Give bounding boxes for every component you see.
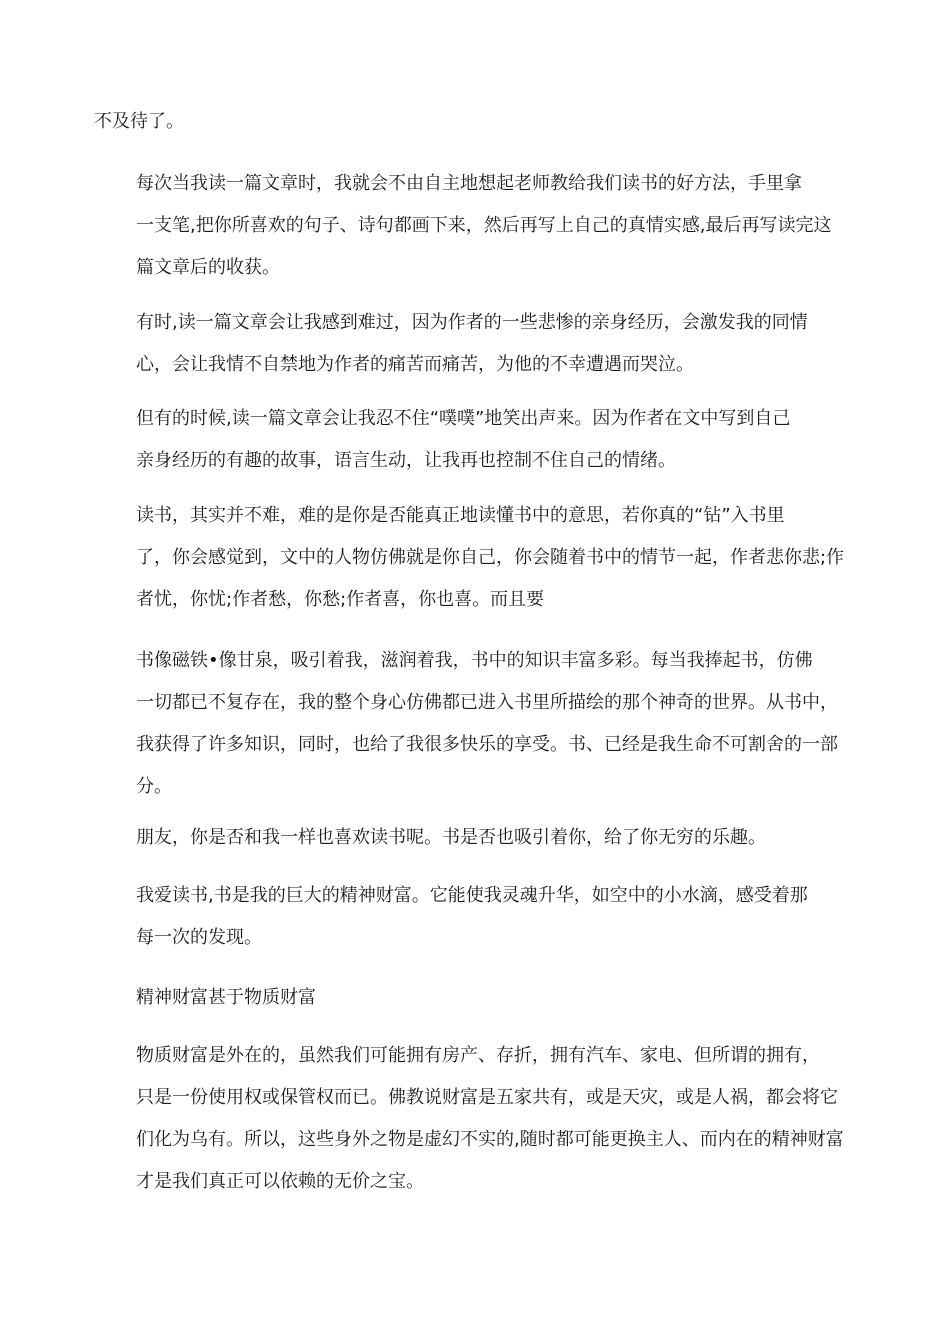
paragraph-10 — [94, 1035, 856, 1203]
text-line: 读书，其实并不难，难的是你是否能真正地读懂书中的意思，若你真的“钻”入书里 — [136, 505, 785, 526]
text-line: 者忧，你忧;作者愁，你愁;作者喜，你也喜。而且要 — [136, 589, 545, 610]
paragraph-1 — [94, 101, 856, 143]
text-line: 只是一份使用权或保管权而已。佛教说财富是五家共有，或是天灾，或是人祸，都会将它 — [136, 1087, 838, 1108]
paragraph-9 — [94, 977, 856, 1019]
text-line: 一切都已不复存在，我的整个身心仿佛都已进入书里所描绘的那个神奇的世界。从书中， — [136, 692, 838, 713]
text-line: 但有的时候,读一篇文章会让我忍不住“噗噗”地笑出声来。因为作者在文中写到自己 — [136, 408, 791, 429]
text-line: 书像磁铁•像甘泉，吸引着我，滋润着我，书中的知识丰富多彩。每当我捧起书，仿佛 — [136, 650, 813, 671]
text-line: 每次当我读一篇文章时，我就会不由自主地想起老师教给我们读书的好方法，手里拿 — [136, 173, 802, 194]
text-line: 分。 — [136, 776, 172, 797]
text-line: 亲身经历的有趣的故事，语言生动，让我再也控制不住自己的情绪。 — [136, 450, 676, 471]
text-line: 才是我们真正可以依赖的无价之宝。 — [136, 1171, 424, 1192]
paragraph-2 — [94, 163, 856, 289]
paragraph-5 — [94, 495, 856, 621]
paragraph-6 — [94, 640, 856, 808]
text-line: 物质财富是外在的，虽然我们可能拥有房产、存折，拥有汽车、家电、但所谓的拥有， — [136, 1045, 820, 1066]
text-line: 心，会让我情不自禁地为作者的痛苦而痛苦，为他的不幸遭遇而哭泣。 — [136, 354, 694, 375]
text-line: 朋友，你是否和我一样也喜欢读书呢。书是否也吸引着你，给了你无穷的乐趣。 — [136, 827, 766, 848]
text-line: 我爱读书,书是我的巨大的精神财富。它能使我灵魂升华，如空中的小水滴，感受着那 — [136, 885, 808, 906]
text-line: 我获得了许多知识，同时，也给了我很多快乐的享受。书、已经是我生命不可割舍的一部 — [136, 734, 838, 755]
paragraph-3 — [94, 302, 856, 386]
paragraph-7 — [94, 817, 856, 859]
paragraph-8 — [94, 875, 856, 959]
text-line: 不及待了。 — [94, 111, 184, 132]
text-line: 精神财富甚于物质财富 — [136, 987, 316, 1008]
text-line: 一支笔,把你所喜欢的句子、诗句都画下来，然后再写上自己的真情实感,最后再写读完这 — [136, 215, 832, 236]
text-line: 有时,读一篇文章会让我感到难过，因为作者的一些悲惨的亲身经历，会激发我的同情 — [136, 312, 808, 333]
text-line: 篇文章后的收获。 — [136, 257, 280, 278]
text-line: 每一次的发现。 — [136, 927, 262, 948]
text-line: 们化为乌有。所以，这些身外之物是虚幻不实的,随时都可能更换主人、而内在的精神财富 — [136, 1129, 844, 1150]
text-line: 了，你会感觉到，文中的人物仿佛就是你自己，你会随着书中的情节一起，作者悲你悲;作 — [136, 547, 845, 568]
paragraph-4 — [94, 398, 856, 482]
